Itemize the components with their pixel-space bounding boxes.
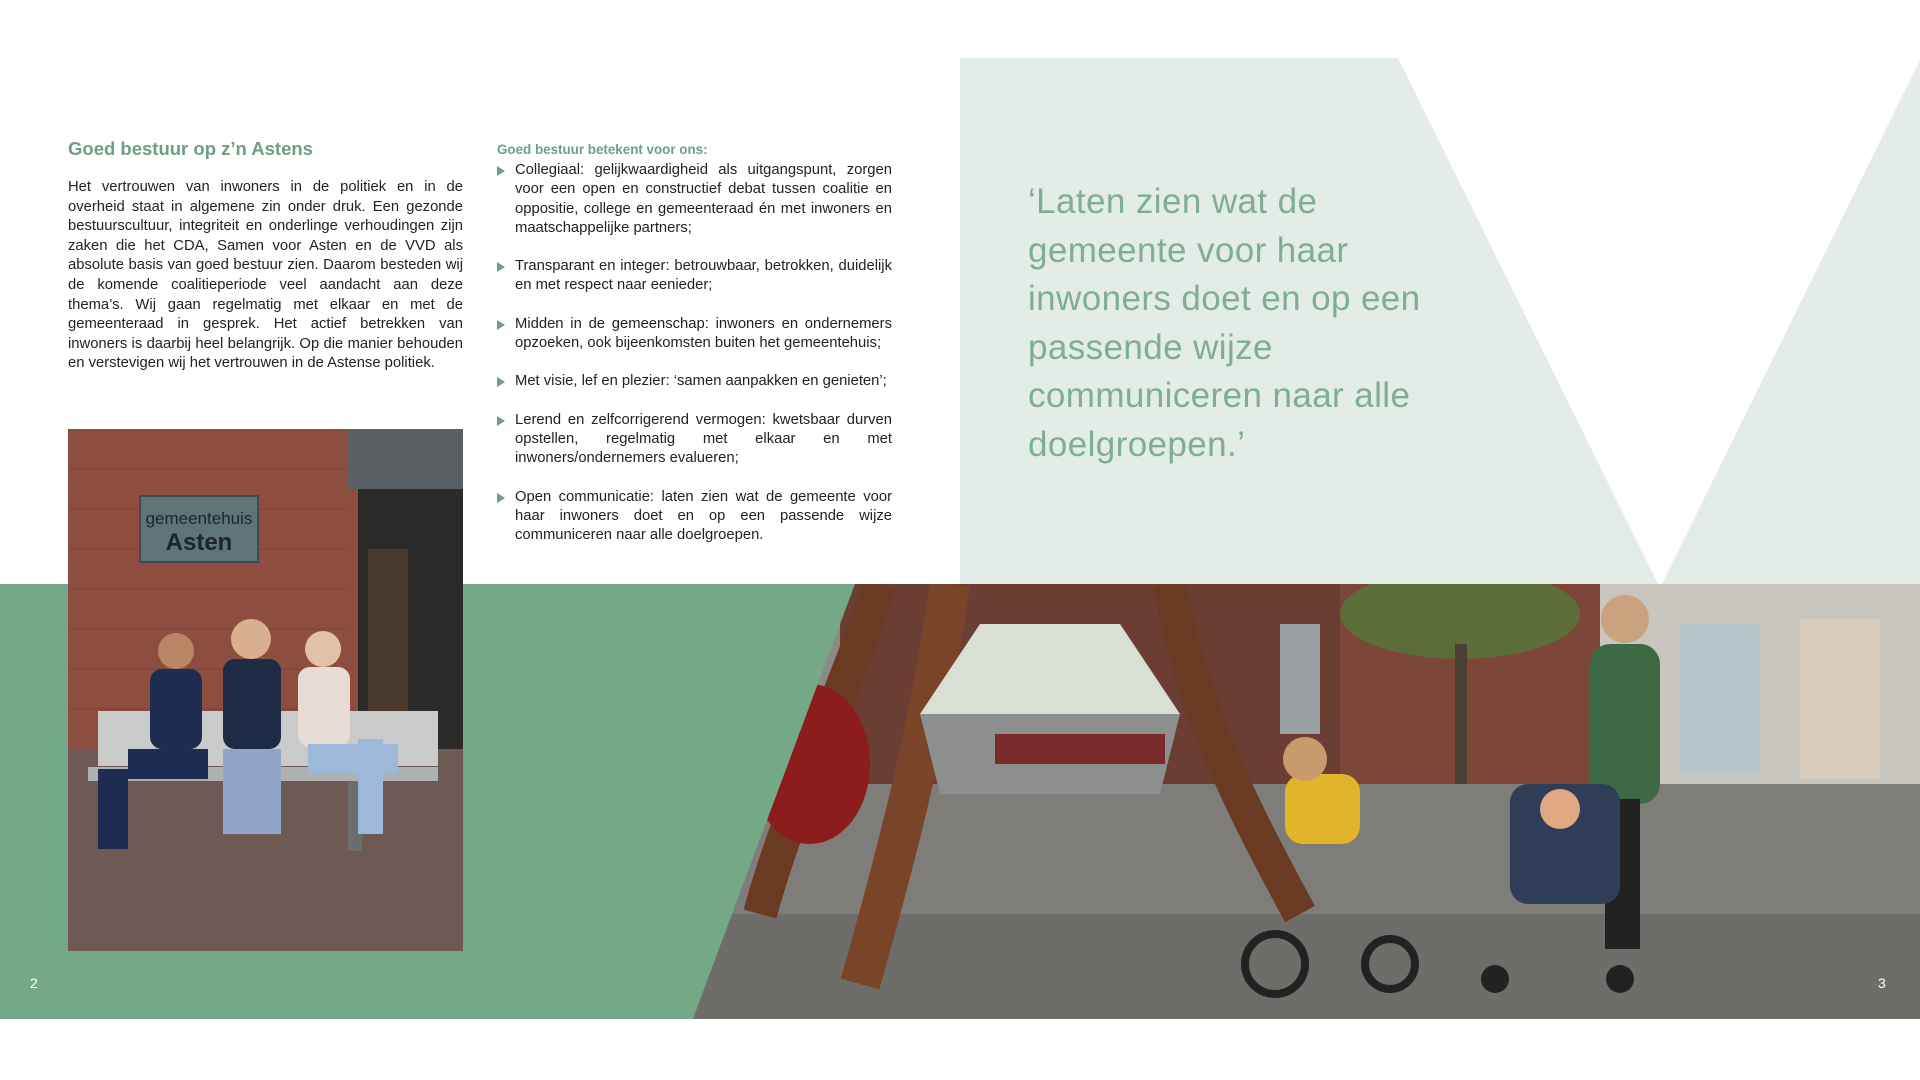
gemeentehuis-photo: [68, 429, 463, 951]
bullet-item: [497, 257, 892, 296]
triangle-bullet-icon: [497, 493, 505, 503]
bullet-text: Lerend en zelfcorrigerend vermogen: kwetsbaar durven opstellen, regelmatig met elkaar en met inwoners/ondernemers evalueren;: [515, 411, 892, 467]
page-number-right: 3: [1878, 975, 1886, 991]
bullet-item: [497, 315, 892, 354]
bullet-text: Collegiaal: gelijkwaardigheid als uitgangspunt, zorgen voor een open en constructief debat tussen coalitie en oppositie, college en gemeenteraad én met inwoners en maatschappelijke partners;: [515, 162, 892, 236]
bullet-item: [497, 488, 892, 546]
triangle-bullet-icon: [497, 262, 505, 272]
bullet-item: [497, 161, 892, 238]
photo-illustration: [68, 429, 463, 951]
triangle-bullet-icon: [497, 416, 505, 426]
bullet-text: Open communicatie: laten zien wat de gemeente voor haar inwoners doet en op een passende wijze communiceren naar alle doelgroepen.: [515, 488, 892, 544]
section-title: Goed bestuur op z’n Astens: [68, 138, 313, 159]
sign-text-line1: gemeentehuis: [145, 509, 253, 528]
triangle-bullet-icon: [497, 166, 505, 176]
triangle-bullet-icon: [497, 377, 505, 387]
page-number-left: 2: [30, 975, 38, 991]
sign-text-line2: Asten: [165, 529, 233, 556]
bullet-item: [497, 372, 892, 391]
bullet-text: Met visie, lef en plezier: ‘samen aanpakken en genieten’;: [515, 373, 887, 390]
bullet-text: Midden in de gemeenschap: inwoners en ondernemers opzoeken, ook bijeenkomsten buiten het gemeentehuis;: [515, 315, 892, 352]
triangle-bullet-icon: [497, 320, 505, 330]
bullet-text: Transparant en integer: betrouwbaar, betrokken, duidelijk en met respect naar eenieder;: [515, 258, 892, 294]
light-green-v-panel-right: [1662, 60, 1920, 584]
intro-paragraph: Het vertrouwen van inwoners in de politiek en in de overheid staat in algemene zin onder druk. Een gezonde bestuurscultuur, integriteit en onderlinge verhoudingen zijn zaken die het CDA, Samen voor Asten en de VVD als absolute basis van goed bestuur zien. Daarom besteden wij de komende coalitieperiode veel aandacht aan deze thema’s. Wij gaan regelmatig met elkaar en met de gemeenteraad in gesprek. Het actief betrekken van inwoners is daarbij heel belangrijk. Op die manier behouden en verstevigen wij het vertrouwen in de Astense politiek.: [68, 179, 463, 372]
bullet-item: [497, 411, 892, 469]
pull-quote: ‘Laten zien wat de gemeente voor haar inwoners doet en op een passende wijze communiceren naar alle doelgroepen.’: [1028, 182, 1421, 464]
list-title: Goed bestuur betekent voor ons:: [497, 142, 708, 157]
bullet-list: [497, 161, 892, 564]
